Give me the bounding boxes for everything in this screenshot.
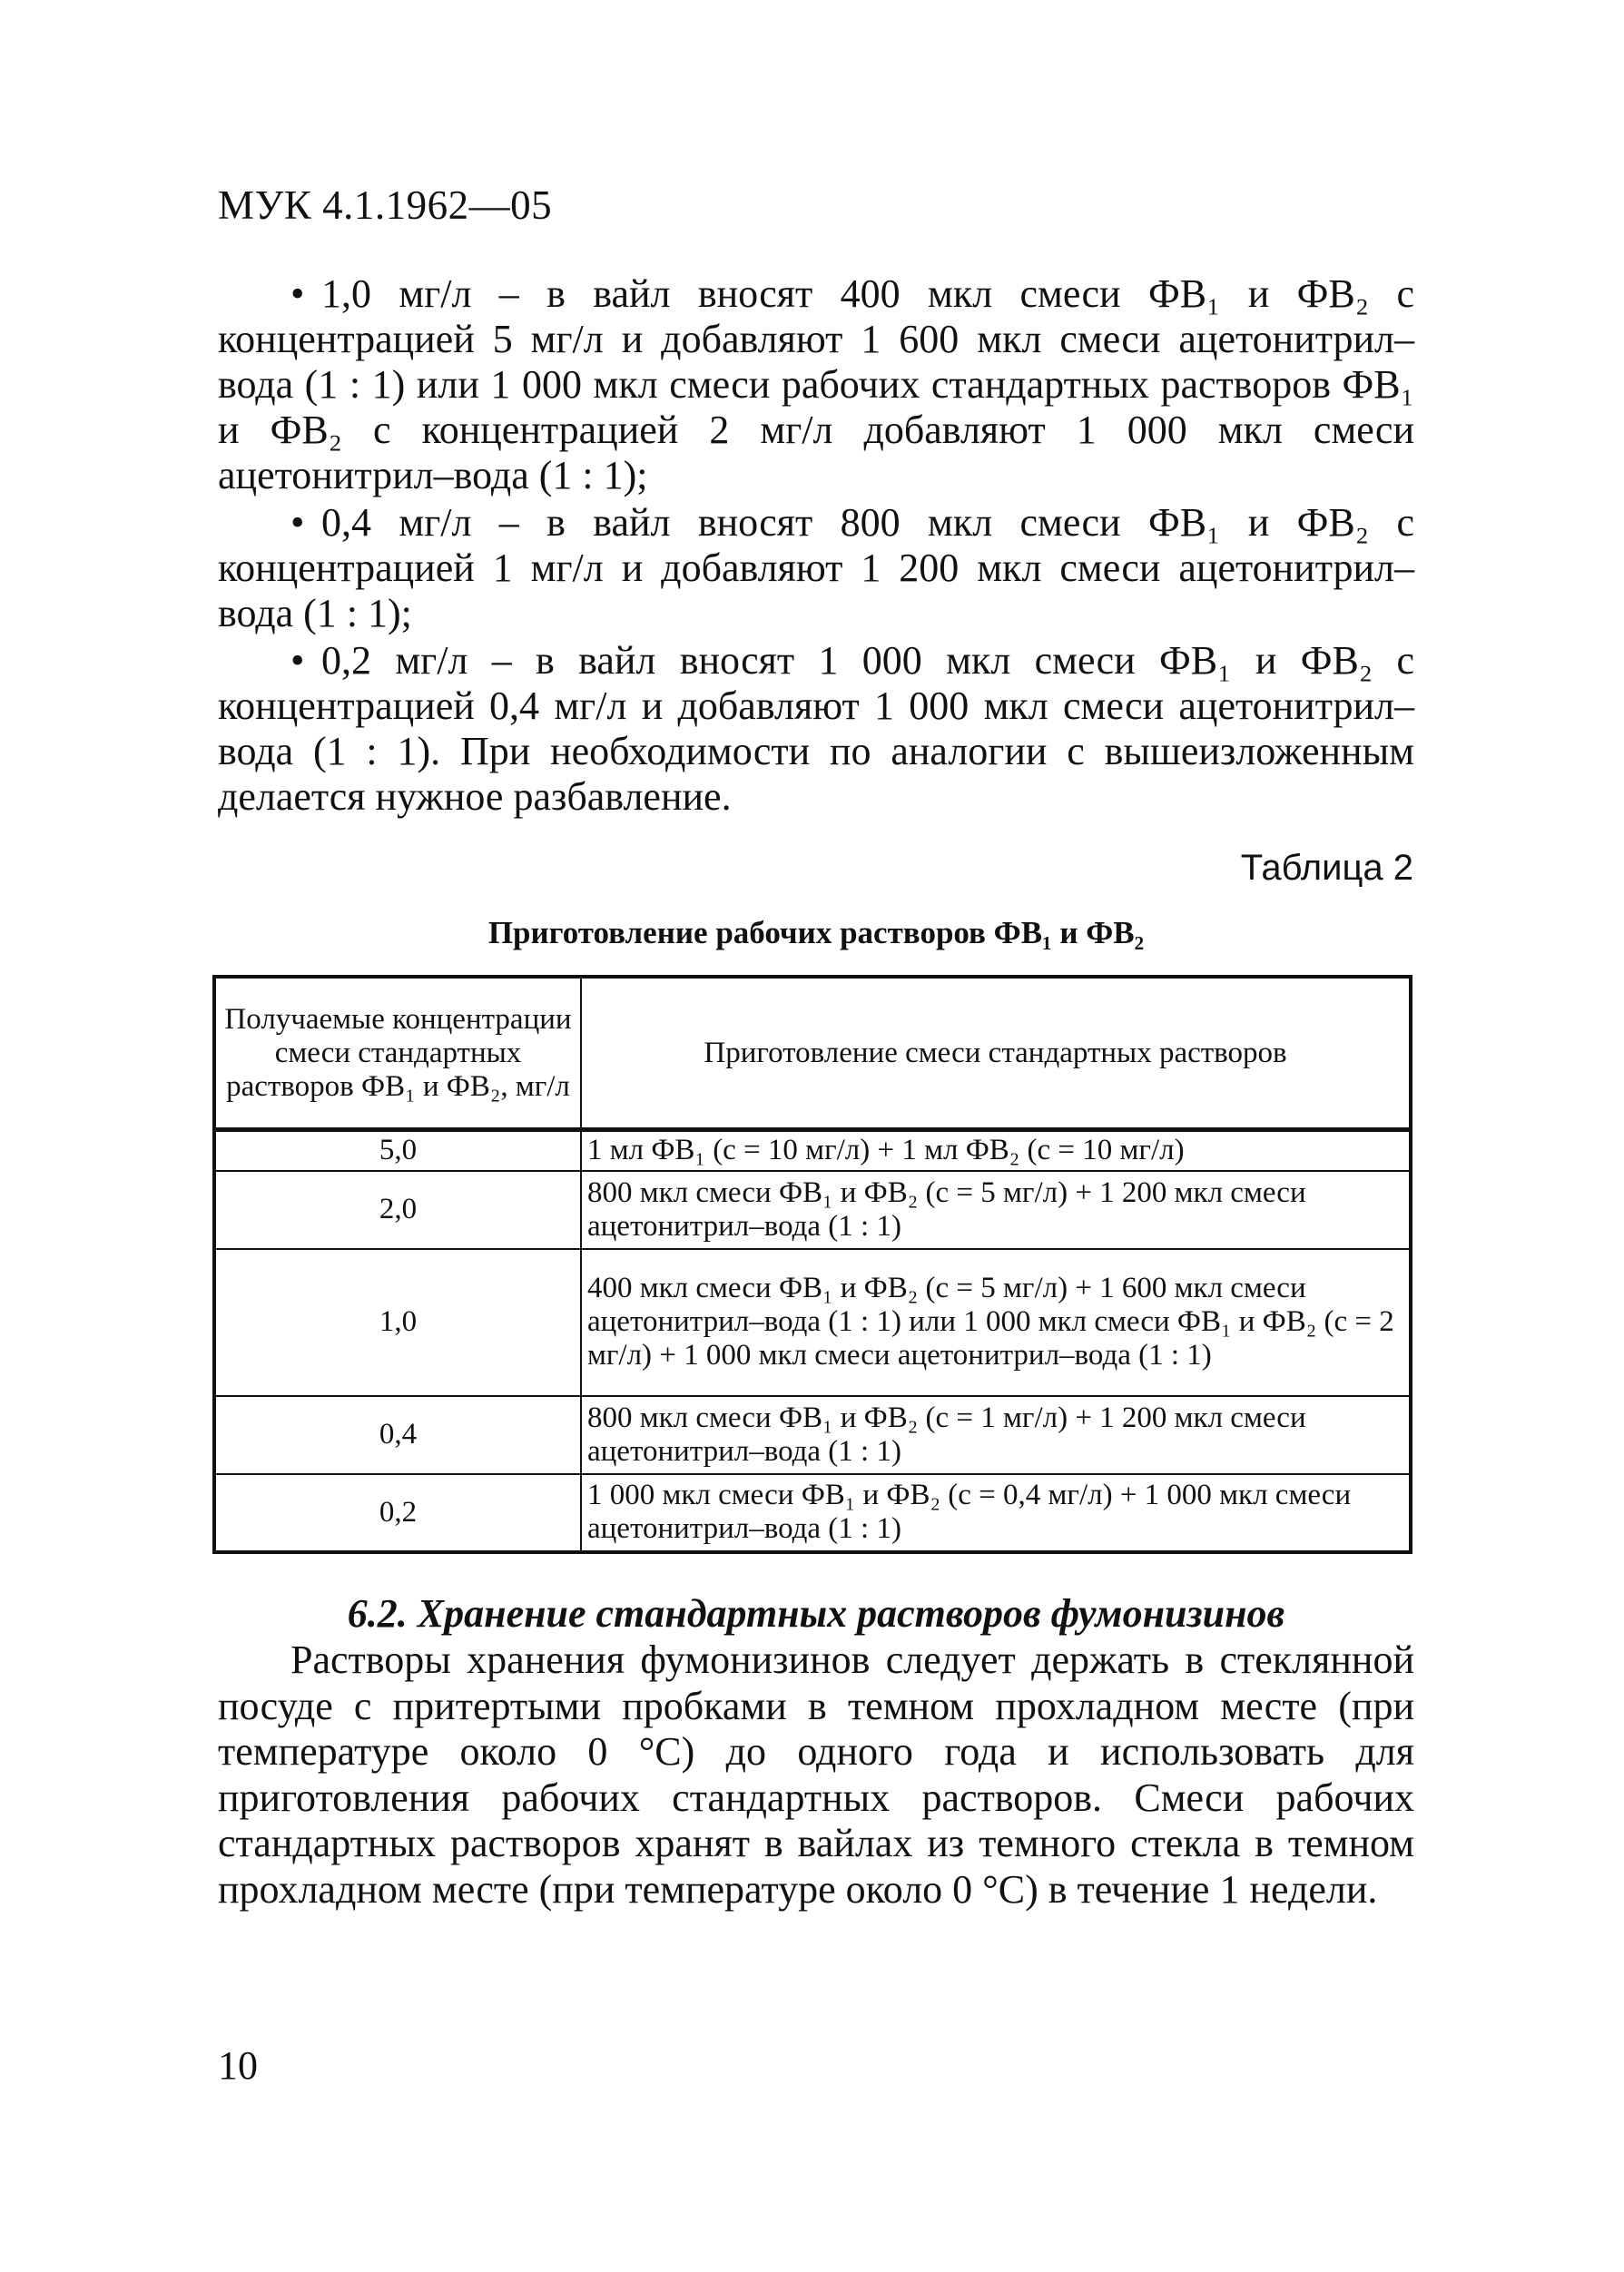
bullet-symbol: • <box>290 271 305 316</box>
table-row <box>214 1130 1411 1171</box>
table-header-cell: Получаемые концентрации смеси стандартных растворов ФВ₁ и ФВ₂, мг/л <box>214 977 581 1130</box>
concentration-cell: 5,0 <box>214 1130 581 1171</box>
list-item <box>218 638 1414 820</box>
page-number: 10 <box>218 2043 258 2088</box>
list-item-text: 0,4 мг/л – в вайл вносят 800 мкл смеси ФВ₁ и ФВ₂ с концентрацией 1 мг/л и добавляют 1 200 мкл смеси ацетонитрил–вода (1 : 1); <box>218 500 1414 635</box>
document-code: МУК 4.1.1962—05 <box>218 182 553 228</box>
concentration-cell: 0,4 <box>214 1396 581 1474</box>
bullet-symbol: • <box>290 638 305 683</box>
bullet-list <box>218 271 1414 820</box>
section-paragraph: Растворы хранения фумонизинов следует держать в стеклянной посуде с притертыми пробками в темном прохладном месте (при температуре около 0 °С) до одного года и использовать для приготовления рабочих стандартных растворов. Смеси рабочих стандартных растворов хранят в вайлах из темного стекла в темном прохладном месте (при температуре около 0 °С) в течение 1 недели. <box>218 1638 1414 1912</box>
list-item <box>218 271 1414 498</box>
concentration-cell: 2,0 <box>214 1171 581 1249</box>
table-title: Приготовление рабочих растворов ФВ₁ и ФВ₂ <box>487 915 1145 950</box>
table-header-row <box>214 977 1411 1130</box>
preparation-cell: 800 мкл смеси ФВ₁ и ФВ₂ (с = 5 мг/л) + 1 200 мкл смеси ацетонитрил–вода (1 : 1) <box>581 1171 1411 1249</box>
table-header-cell: Приготовление смеси стандартных растворов <box>581 977 1411 1130</box>
preparation-cell: 400 мкл смеси ФВ₁ и ФВ₂ (с = 5 мг/л) + 1 600 мкл смеси ацетонитрил–вода (1 : 1) или 1 000 мкл смеси ФВ₁ и ФВ₂ (с = 2 мг/л) + 1 000 мкл смеси ацетонитрил–вода (1 : 1) <box>581 1249 1411 1396</box>
section-heading: 6.2. Хранение стандартных растворов фумонизинов <box>347 1591 1285 1636</box>
list-item-text: 1,0 мг/л – в вайл вносят 400 мкл смеси ФВ₁ и ФВ₂ с концентрацией 5 мг/л и добавляют 1 600 мкл смеси ацетонитрил–вода (1 : 1) или 1 000 мкл смеси рабочих стандартных растворов ФВ₁ и ФВ₂ с концентрацией 2 мг/л добавляют 1 000 мкл смеси ацетонитрил–вода (1 : 1); <box>218 271 1414 497</box>
table-row <box>214 1171 1411 1249</box>
list-item <box>218 500 1414 636</box>
table-row <box>214 1474 1411 1552</box>
list-item-text: 0,2 мг/л – в вайл вносят 1 000 мкл смеси ФВ₁ и ФВ₂ с концентрацией 0,4 мг/л и добавляют 1 000 мкл смеси ацетонитрил–вода (1 : 1). При необходимости по аналогии с вышеизложенным делается нужное разбавление. <box>218 638 1414 819</box>
concentration-cell: 0,2 <box>214 1474 581 1552</box>
preparation-cell: 1 000 мкл смеси ФВ₁ и ФВ₂ (с = 0,4 мг/л) + 1 000 мкл смеси ацетонитрил–вода (1 : 1) <box>581 1474 1411 1552</box>
table-row <box>214 1396 1411 1474</box>
concentration-cell: 1,0 <box>214 1249 581 1396</box>
table-row <box>214 1249 1411 1396</box>
table-number: Таблица 2 <box>1240 848 1413 888</box>
bullet-symbol: • <box>290 500 305 545</box>
preparation-cell: 800 мкл смеси ФВ₁ и ФВ₂ (с = 1 мг/л) + 1 200 мкл смеси ацетонитрил–вода (1 : 1) <box>581 1396 1411 1474</box>
preparation-table <box>212 975 1412 1554</box>
preparation-cell: 1 мл ФВ₁ (с = 10 мг/л) + 1 мл ФВ₂ (с = 10 мг/л) <box>581 1130 1411 1171</box>
